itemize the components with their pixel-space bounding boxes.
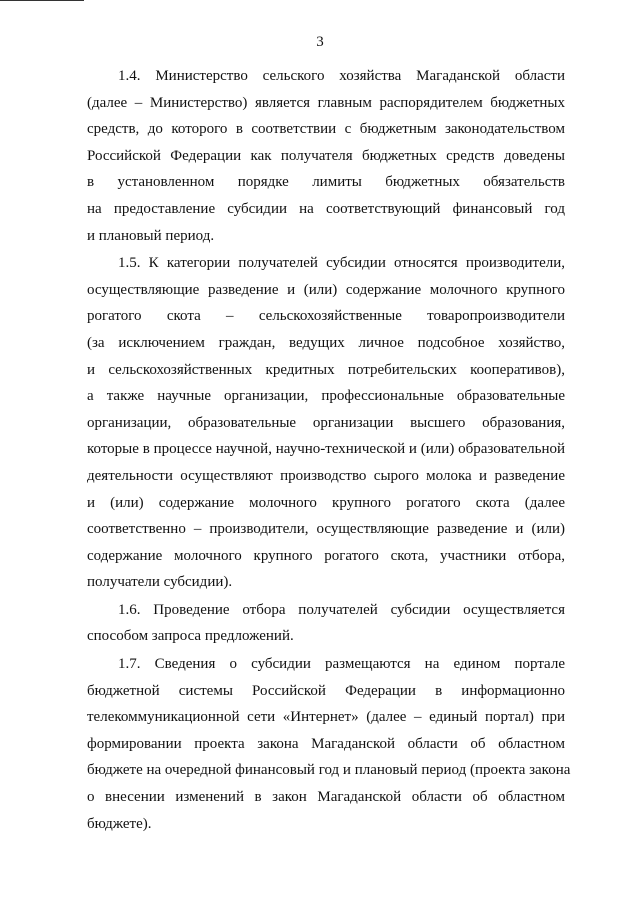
paragraph-line: о внесении изменений в закон Магаданской области об областном [87, 789, 565, 806]
paragraph-line: а также научные организации, профессиональные образовательные [87, 388, 565, 405]
paragraph-line: (за исключением граждан, ведущих личное подсобное хозяйство, [87, 334, 565, 351]
paragraph-line: деятельности осуществляют производство сырого молока и разведение [87, 467, 565, 484]
page-number: 3 [316, 34, 324, 50]
paragraph-line: соответственно – производители, осуществляющие разведение и (или) [87, 521, 565, 538]
paragraph-line: бюджете на очередной финансовый год и плановый период (проекта закона [87, 762, 571, 779]
paragraph-line: которые в процессе научной, научно-технической и (или) образовательной [87, 441, 565, 458]
paragraph-line: в установленном порядке лимиты бюджетных обязательств [87, 174, 565, 191]
paragraph-line: на предоставление субсидии на соответствующий финансовый год [87, 200, 565, 217]
paragraph-1-4 [87, 63, 565, 249]
paragraph-line: формировании проекта закона Магаданской области об областном [87, 735, 565, 752]
paragraph-line: и плановый период. [87, 227, 215, 244]
paragraph-line: средств, до которого в соответствии с бюджетным законодательством [87, 121, 565, 138]
paragraph-line: бюджетной системы Российской Федерации в информационно [87, 682, 565, 699]
paragraph-line: и (или) содержание молочного крупного рогатого скота (далее [87, 494, 565, 511]
paragraph-line: и сельскохозяйственных кредитных потребительских кооперативов), [87, 361, 565, 378]
paragraph-line: осуществляющие разведение и (или) содержание молочного крупного [87, 281, 565, 298]
paragraph-line: 1.5. К категории получателей субсидии относятся производители, [118, 255, 565, 272]
paragraph-line: получатели субсидии). [87, 574, 233, 591]
paragraph-1-5 [87, 250, 565, 596]
paragraph-line: рогатого скота – сельскохозяйственные товаропроизводители [87, 308, 565, 325]
paragraph-line: способом запроса предложений. [87, 628, 294, 645]
paragraph-line: телекоммуникационной сети «Интернет» (далее – единый портал) при [87, 709, 565, 726]
paragraph-1-7 [87, 651, 571, 837]
paragraph-line: содержание молочного крупного рогатого скота, участники отбора, [87, 547, 565, 564]
paragraph-line: 1.4. Министерство сельского хозяйства Магаданской области [118, 68, 565, 84]
paragraph-line: 1.7. Сведения о субсидии размещаются на едином портале [118, 656, 565, 673]
paragraph-line: (далее – Министерство) является главным распорядителем бюджетных [87, 94, 565, 111]
paragraph-line: организации, образовательные организации высшего образования, [87, 414, 565, 431]
scan-edge-line [0, 0, 84, 1]
document-body [87, 63, 571, 838]
paragraph-line: Российской Федерации как получателя бюджетных средств доведены [87, 147, 565, 164]
paragraph-line: бюджете). [87, 815, 152, 832]
paragraph-line: 1.6. Проведение отбора получателей субсидии осуществляется [118, 601, 565, 618]
paragraph-1-6 [87, 597, 565, 650]
